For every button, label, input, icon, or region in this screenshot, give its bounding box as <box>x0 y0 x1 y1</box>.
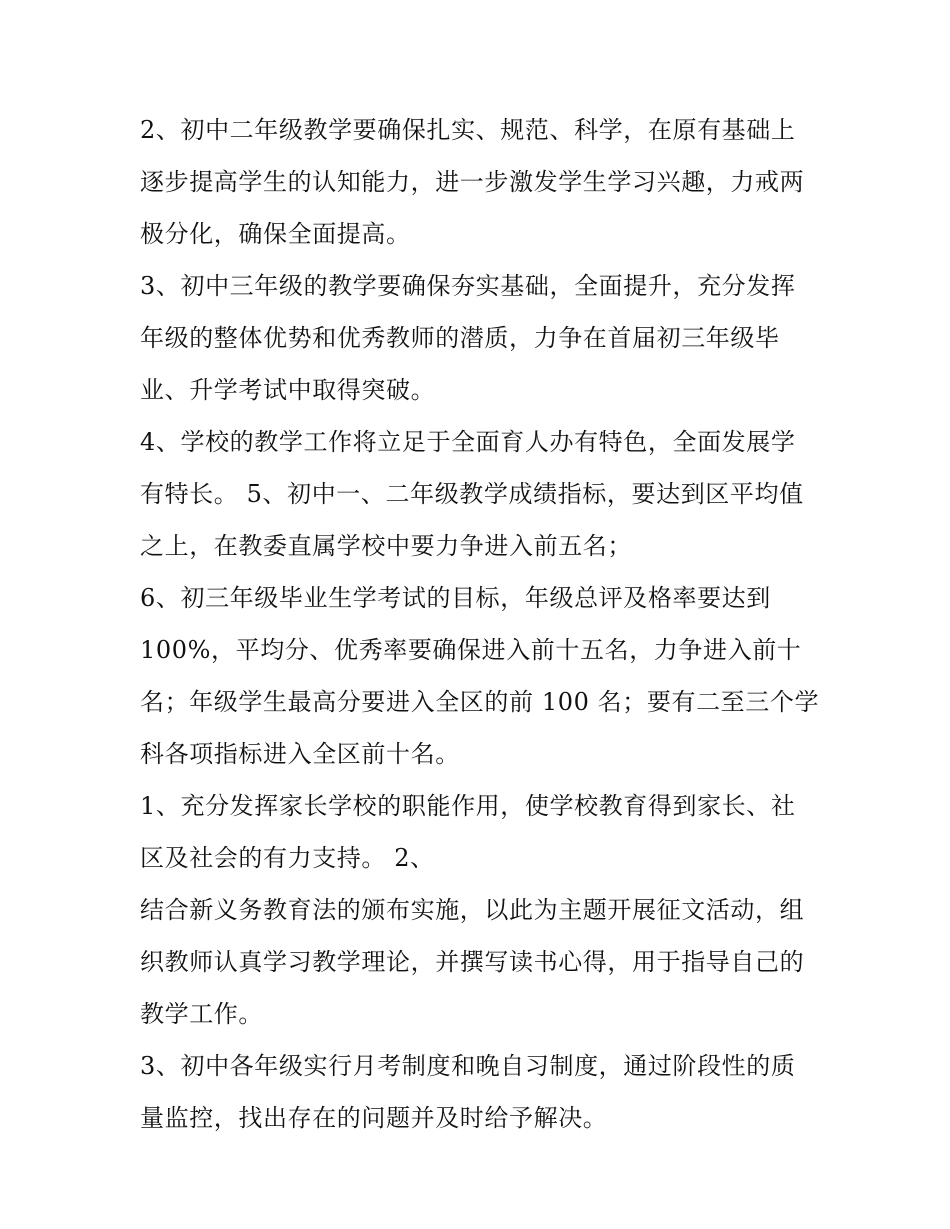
text-line: 年级的整体优势和优秀教师的潜质，力争在首届初三年级毕 <box>140 324 780 352</box>
text-line: 2、初中二年级教学要确保扎实、规范、科学，在原有基础上 <box>140 116 796 144</box>
text-line: 量监控，找出存在的问题并及时给予解决。 <box>140 1104 608 1132</box>
text-line: 3、初中三年级的教学要确保夯实基础，全面提升，充分发挥 <box>140 272 796 300</box>
text-line: 织教师认真学习教学理论，并撰写读书心得，用于指导自己的 <box>140 948 805 976</box>
text-line: 结合新义务教育法的颁布实施，以此为主题开展征文活动，组 <box>140 896 805 924</box>
text-line: 1、充分发挥家长学校的职能作用，使学校教育得到家长、社 <box>140 792 796 820</box>
text-line: 6、初三年级毕业生学考试的目标，年级总评及格率要达到 <box>140 584 771 612</box>
text-line: 极分化，确保全面提高。 <box>140 220 411 248</box>
text-line: 名；年级学生最高分要进入全区的前 100 名；要有二至三个学 <box>140 688 820 716</box>
text-line: 教学工作。 <box>140 1000 263 1028</box>
text-line: 3、初中各年级实行月考制度和晚自习制度，通过阶段性的质 <box>140 1052 796 1080</box>
text-line: 逐步提高学生的认知能力，进一步激发学生学习兴趣，力戒两 <box>140 168 805 196</box>
text-line: 100%，平均分、优秀率要确保进入前十五名，力争进入前十 <box>140 636 802 664</box>
text-line: 有特长。 5、初中一、二年级教学成绩指标，要达到区平均值 <box>140 480 804 508</box>
text-line: 区及社会的有力支持。 2、 <box>140 844 435 872</box>
text-line: 业、升学考试中取得突破。 <box>140 376 436 404</box>
document-body <box>140 104 820 1144</box>
text-line: 科各项指标进入全区前十名。 <box>140 740 460 768</box>
text-line: 之上，在教委直属学校中要力争进入前五名； <box>140 532 632 560</box>
text-line: 4、学校的教学工作将立足于全面育人办有特色，全面发展学 <box>140 428 796 456</box>
